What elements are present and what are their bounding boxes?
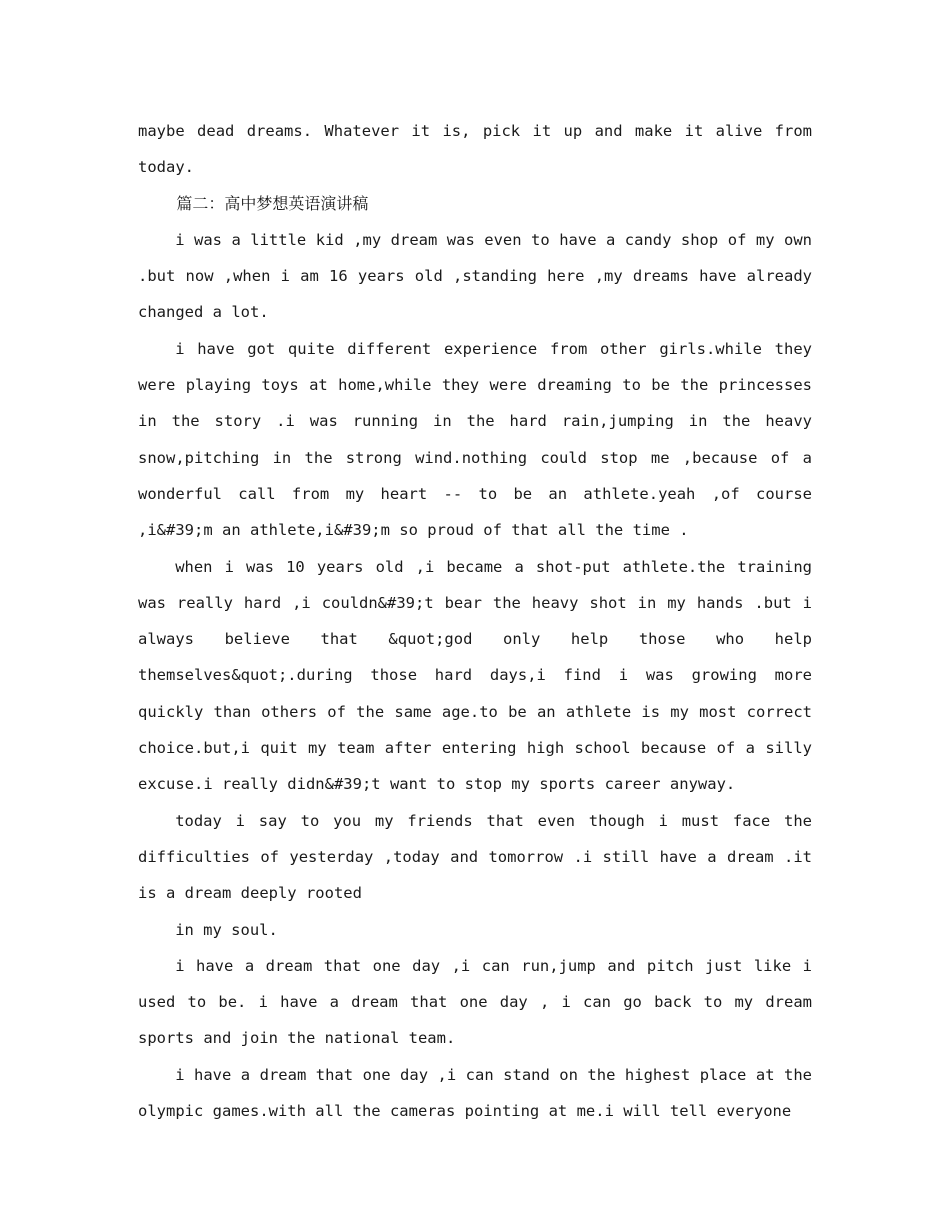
paragraph-2: i was a little kid ,my dream was even to have a candy shop of my own .but now ,when i am 16 years old ,standing here ,my dreams have already changed a lot.	[138, 230, 812, 322]
paragraph-7: i have a dream that one day ,i can run,jump and pitch just like i used to be. i have a dream that one day , i can go back to my dream sports and join the national team.	[138, 956, 812, 1048]
paragraph-8: i have a dream that one day ,i can stand on the highest place at the olympic games.with all the cameras pointing at me.i will tell everyone	[138, 1065, 812, 1121]
paragraph-6: in my soul.	[175, 920, 278, 939]
paragraph-4: when i was 10 years old ,i became a shot-put athlete.the training was really hard ,i couldn&#39;t bear the heavy shot in my hands .but i always believe that &quot;god only help those who help themselves&quot;.during those hard days,i find i was growing more quickly than others of the same age.to be an athlete is my most correct choice.but,i quit my team after entering high school because of a silly excuse.i really didn&#39;t want to stop my sports career anyway.	[138, 557, 812, 794]
paragraph-3: i have got quite different experience from other girls.while they were playing toys at home,while they were dreaming to be the princesses in the story .i was running in the hard rain,jumping in the heavy snow,pitching in the strong wind.nothing could stop me ,because of a wonderful call from my heart -- to be an athlete.yeah ,of course ,i&#39;m an athlete,i&#39;m so proud of that all the time .	[138, 339, 812, 540]
paragraph-5: today i say to you my friends that even though i must face the difficulties of yesterday ,today and tomorrow .i still have a dream .it is a dream deeply rooted	[138, 811, 812, 903]
paragraph-1: maybe dead dreams. Whatever it is, pick it up and make it alive from today.	[138, 122, 812, 177]
document-body	[138, 113, 812, 1129]
section-heading: 篇二：高中梦想英语演讲稿	[176, 193, 369, 213]
